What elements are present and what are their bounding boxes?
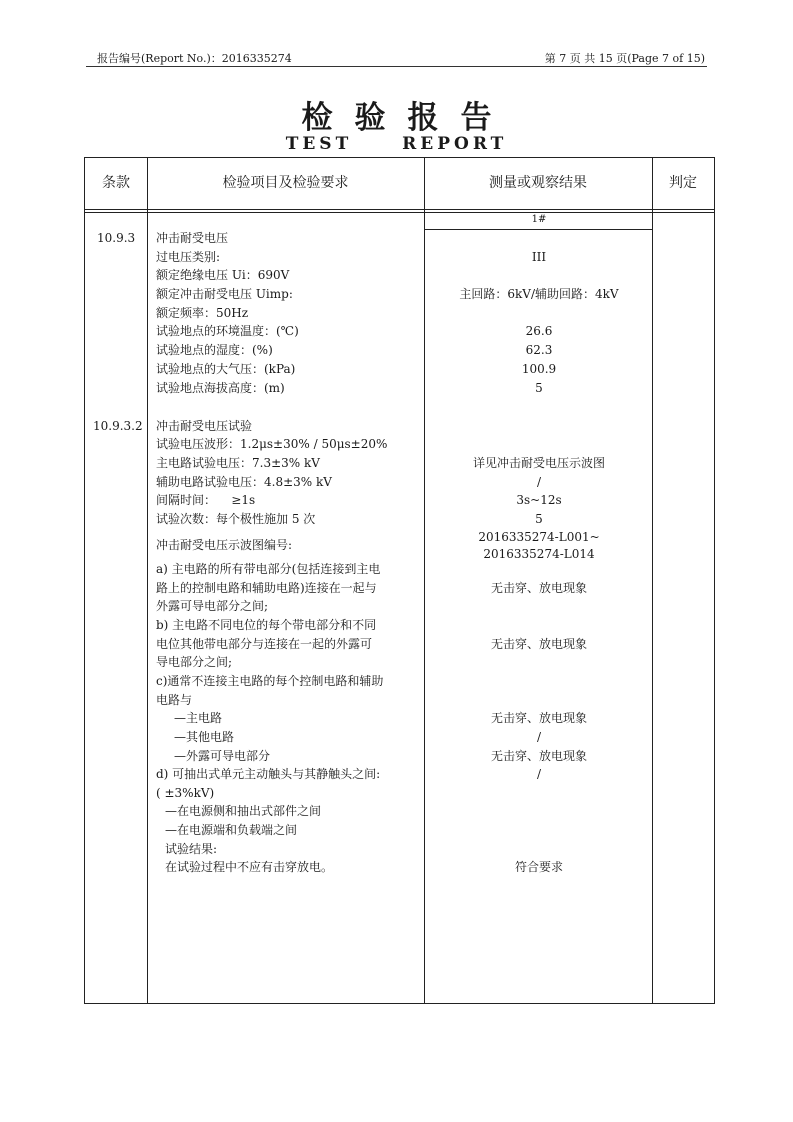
requirement-line: 在试验过程中不应有击穿放电。 xyxy=(165,860,334,874)
requirement-line: b) 主电路不同电位的每个带电部分和不同 xyxy=(156,618,377,632)
requirement-line: 试验电压波形：1.2μs±30% / 50μs±20% xyxy=(156,437,388,451)
requirement-line: 主电路试验电压：7.3±3% kV xyxy=(156,456,320,470)
requirement-line: 电位其他带电部分与连接在一起的外露可 xyxy=(156,637,373,651)
result-value: 主回路：6kV/辅助回路：4kV xyxy=(459,287,619,301)
clause-number: 10.9.3 xyxy=(97,231,136,245)
requirement-line: —主电路 xyxy=(174,711,223,725)
result-value: III xyxy=(531,250,547,264)
result-value: 无击穿、放电现象 xyxy=(490,749,587,763)
requirement-line: 冲击耐受电压试验 xyxy=(156,419,253,433)
requirement-line: 电路与 xyxy=(156,693,193,707)
result-value: 100.9 xyxy=(521,362,557,376)
requirement-line: 试验结果: xyxy=(165,842,218,856)
requirement-line: 间隔时间： ≥1s xyxy=(156,493,256,507)
requirement-line: —在电源侧和抽出式部件之间 xyxy=(165,804,322,818)
result-value: 2016335274-L001~ xyxy=(478,530,600,544)
requirement-line: 冲击耐受电压 xyxy=(156,231,229,245)
col-header-result: 测量或观察结果 xyxy=(489,175,587,191)
result-value: 详见冲击耐受电压示波图 xyxy=(472,456,605,470)
title-chinese: 检验报告 xyxy=(301,100,514,136)
requirement-line: 试验地点的环境温度：(℃) xyxy=(156,324,299,338)
requirement-line: ( ±3%kV) xyxy=(156,786,215,800)
requirement-line: 试验次数：每个极性施加 5 次 xyxy=(156,512,316,526)
result-value: 2016335274-L014 xyxy=(483,547,595,561)
requirement-line: a) 主电路的所有带电部分(包括连接到主电 xyxy=(156,562,381,576)
requirement-line: 导电部分之间; xyxy=(156,655,233,669)
requirement-line: 试验地点的湿度：(%) xyxy=(156,343,273,357)
result-value: / xyxy=(536,475,542,489)
requirement-line: 过电压类别: xyxy=(156,250,221,264)
clause-number: 10.9.3.2 xyxy=(93,419,143,433)
requirement-line: —其他电路 xyxy=(174,730,235,744)
requirement-line: —在电源端和负载端之间 xyxy=(165,823,298,837)
requirement-line: —外露可导电部分 xyxy=(174,749,271,763)
requirement-line: 外露可导电部分之间; xyxy=(156,599,269,613)
col-header-verdict: 判定 xyxy=(669,175,697,191)
header-rule xyxy=(86,66,707,67)
result-value: 符合要求 xyxy=(514,860,563,874)
title-english: TEST REPORT xyxy=(285,134,508,154)
requirement-line: 冲击耐受电压示波图编号: xyxy=(156,538,293,552)
result-value: 5 xyxy=(535,512,543,526)
col-divider xyxy=(147,158,148,1003)
result-value: 无击穿、放电现象 xyxy=(490,711,587,725)
col-header-clause: 条款 xyxy=(102,175,130,191)
requirement-line: 试验地点海拔高度：(m) xyxy=(156,381,285,395)
requirement-line: 路上的控制电路和辅助电路)连接在一起与 xyxy=(156,581,377,595)
sample-label: 1# xyxy=(531,214,547,225)
result-value: 5 xyxy=(535,381,543,395)
page-number: 第 7 页 共 15 页(Page 7 of 15) xyxy=(544,52,705,65)
requirement-line: d) 可抽出式单元主动触头与其静触头之间: xyxy=(156,767,381,781)
result-value: 无击穿、放电现象 xyxy=(490,637,587,651)
requirement-line: 试验地点的大气压：(kPa) xyxy=(156,362,296,376)
requirement-line: 额定频率：50Hz xyxy=(156,306,249,320)
result-value: 3s~12s xyxy=(516,493,562,507)
report-number: 报告编号(Report No.)：2016335274 xyxy=(97,52,292,65)
result-value: / xyxy=(536,767,542,781)
result-value: / xyxy=(536,730,542,744)
requirement-line: 辅助电路试验电压：4.8±3% kV xyxy=(156,475,332,489)
result-value: 62.3 xyxy=(525,343,553,357)
header-row-divider xyxy=(85,209,714,210)
requirement-line: 额定冲击耐受电压 Uimp: xyxy=(156,287,293,301)
col-header-requirement: 检验项目及检验要求 xyxy=(222,175,349,191)
result-value: 26.6 xyxy=(525,324,553,338)
requirement-line: 额定绝缘电压 Ui：690V xyxy=(156,268,290,282)
result-value: 无击穿、放电现象 xyxy=(490,581,587,595)
report-table xyxy=(84,157,715,1004)
requirement-line: c)通常不连接主电路的每个控制电路和辅助 xyxy=(156,674,384,688)
